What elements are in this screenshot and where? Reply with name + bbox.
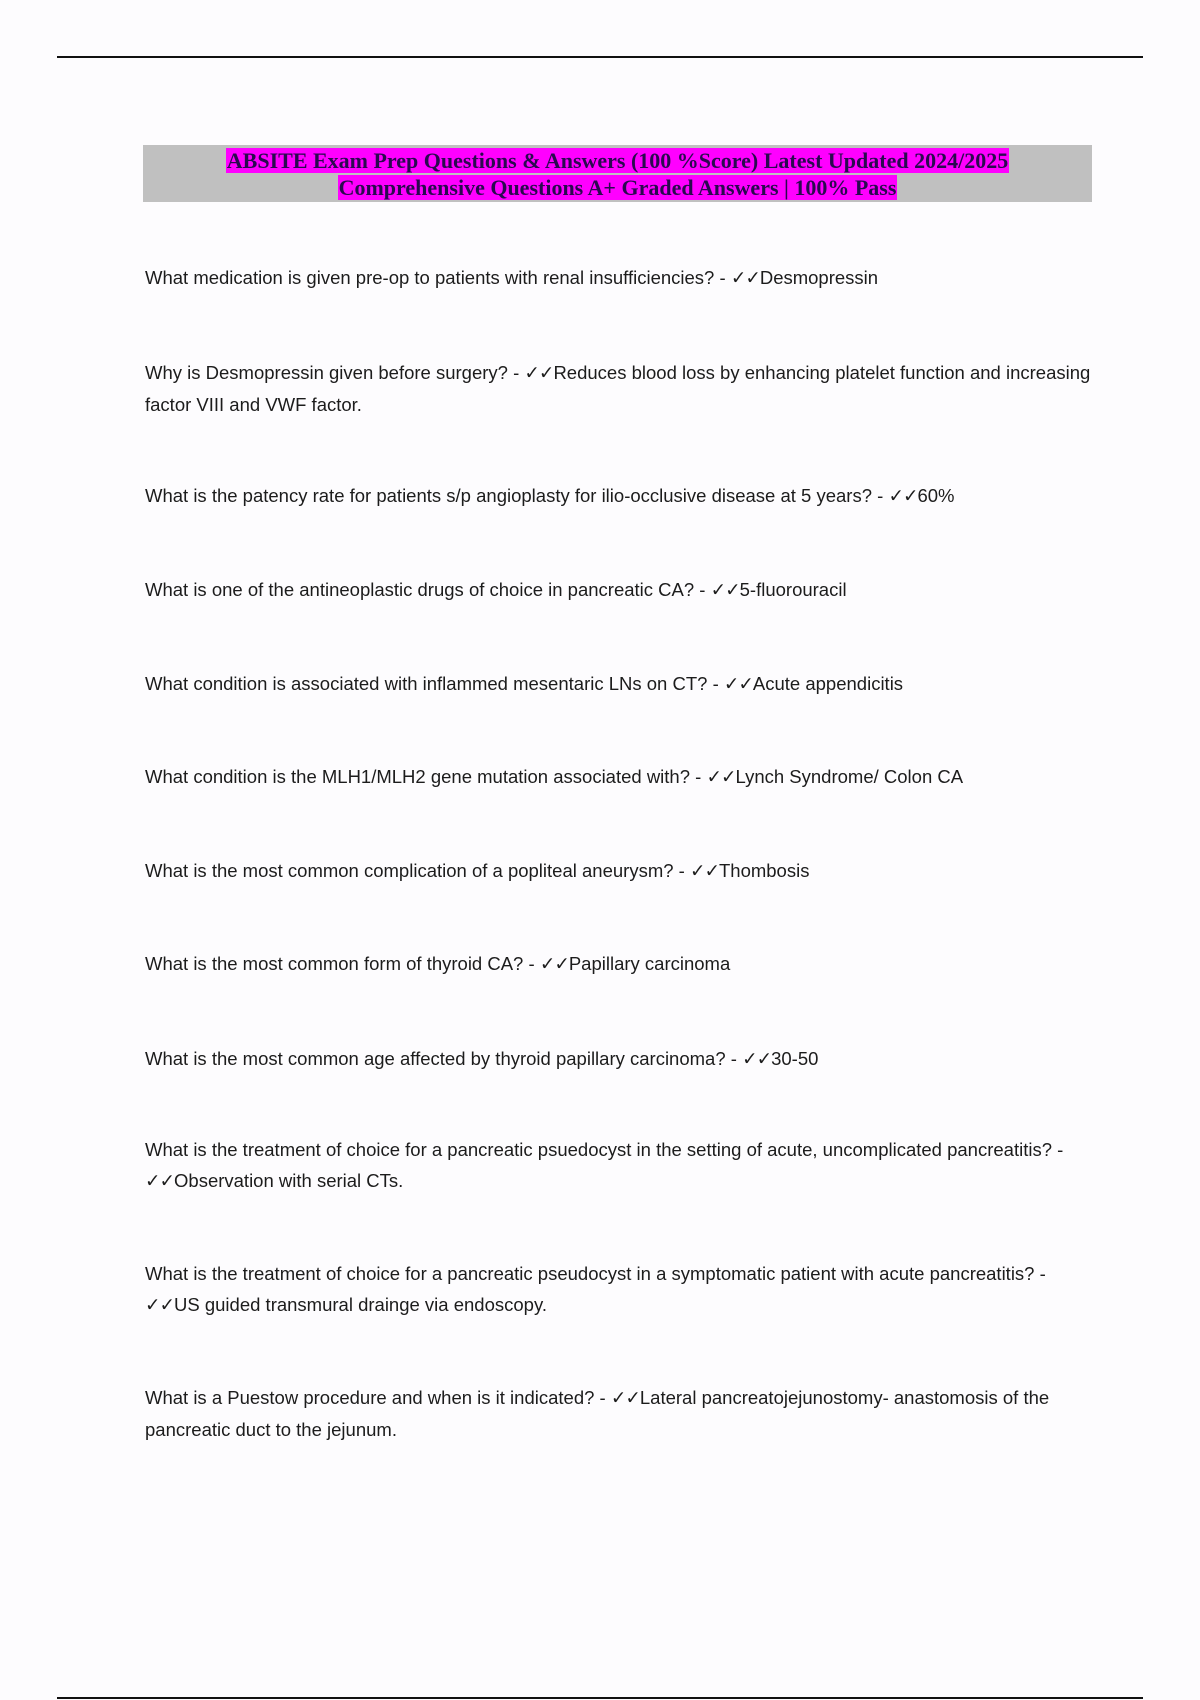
separator: - — [507, 362, 525, 383]
separator: - — [594, 1387, 611, 1408]
bottom-rule — [57, 1697, 1143, 1699]
question-text: Why is Desmopressin given before surgery? — [145, 362, 508, 383]
question-text: What is one of the antineoplastic drugs of choice in pancreatic CA? — [145, 579, 695, 600]
qa-item — [145, 761, 1095, 793]
answer-text: US guided transmural drainge via endoscopy. — [174, 1294, 547, 1315]
separator: - — [1052, 1139, 1064, 1160]
qa-item — [145, 948, 1095, 980]
question-text: What is the most common age affected by thyroid papillary carcinoma? — [145, 1048, 726, 1069]
separator: - — [673, 860, 690, 881]
check-mark-icon: ✓✓ — [730, 268, 760, 289]
answer-text: Papillary carcinoma — [568, 953, 731, 974]
check-mark-icon: ✓✓ — [706, 767, 736, 788]
answer-text: Desmopressin — [759, 267, 879, 288]
separator: - — [725, 1048, 743, 1069]
separator: - — [690, 766, 707, 787]
check-mark-icon: ✓✓ — [145, 1295, 175, 1316]
separator: - — [872, 485, 889, 506]
question-text: What is the most common complication of a popliteal aneurysm? — [145, 860, 674, 881]
question-text: What condition is the MLH1/MLH2 gene mutation associated with? — [145, 766, 691, 787]
qa-item — [145, 262, 1095, 294]
title-line-1: ABSITE Exam Prep Questions & Answers (100 %Score) Latest Updated 2024/2025 — [226, 148, 1009, 173]
answer-text: Reduces blood loss by enhancing platelet function and increasing factor VIII and VWF factor. — [145, 362, 1091, 415]
separator: - — [1034, 1263, 1046, 1284]
qa-item — [145, 480, 1095, 512]
qa-item — [145, 357, 1095, 420]
answer-text: Acute appendicitis — [752, 673, 904, 694]
separator: - — [523, 953, 540, 974]
qa-item — [145, 1043, 1095, 1075]
question-text: What is the most common form of thyroid CA? — [145, 953, 524, 974]
answer-text: 60% — [917, 485, 955, 506]
check-mark-icon: ✓✓ — [610, 1388, 640, 1409]
check-mark-icon: ✓✓ — [145, 1171, 175, 1192]
question-text: What medication is given pre-op to patients with renal insufficiencies? — [145, 267, 715, 288]
check-mark-icon: ✓✓ — [524, 363, 554, 384]
question-text: What condition is associated with inflammed mesentaric LNs on CT? — [145, 673, 708, 694]
question-text: What is the treatment of choice for a pancreatic pseudocyst in a symptomatic patient with acute pancreatitis? — [145, 1263, 1035, 1284]
qa-item — [145, 668, 1095, 700]
check-mark-icon: ✓✓ — [689, 861, 719, 882]
check-mark-icon: ✓✓ — [539, 954, 569, 975]
question-text: What is the treatment of choice for a pancreatic psuedocyst in the setting of acute, uncomplicated pancreatitis? — [145, 1139, 1052, 1160]
answer-text: 30-50 — [771, 1048, 819, 1069]
check-mark-icon: ✓✓ — [888, 486, 918, 507]
question-text: What is a Puestow procedure and when is it indicated? — [145, 1387, 595, 1408]
answer-text: Observation with serial CTs. — [174, 1170, 404, 1191]
answer-text: 5-fluorouracil — [739, 579, 847, 600]
title-line-2: Comprehensive Questions A+ Graded Answers | 100% Pass — [338, 175, 897, 200]
check-mark-icon: ✓✓ — [742, 1049, 772, 1070]
separator: - — [694, 579, 711, 600]
qa-item — [145, 574, 1095, 606]
document-title — [143, 145, 1092, 202]
answer-text: Lateral pancreatojejunostomy- anastomosis of the pancreatic duct to the jejunum. — [145, 1387, 1050, 1440]
separator: - — [714, 267, 731, 288]
qa-item — [145, 1258, 1095, 1321]
check-mark-icon: ✓✓ — [723, 674, 753, 695]
question-text: What is the patency rate for patients s/p angioplasty for ilio-occlusive disease at 5 years? — [145, 485, 873, 506]
qa-item — [145, 1134, 1095, 1197]
answer-text: Thombosis — [718, 860, 810, 881]
check-mark-icon: ✓✓ — [710, 580, 740, 601]
answer-text: Lynch Syndrome/ Colon CA — [735, 766, 964, 787]
qa-item — [145, 855, 1095, 887]
separator: - — [707, 673, 724, 694]
top-rule — [57, 56, 1143, 58]
qa-item — [145, 1382, 1095, 1445]
